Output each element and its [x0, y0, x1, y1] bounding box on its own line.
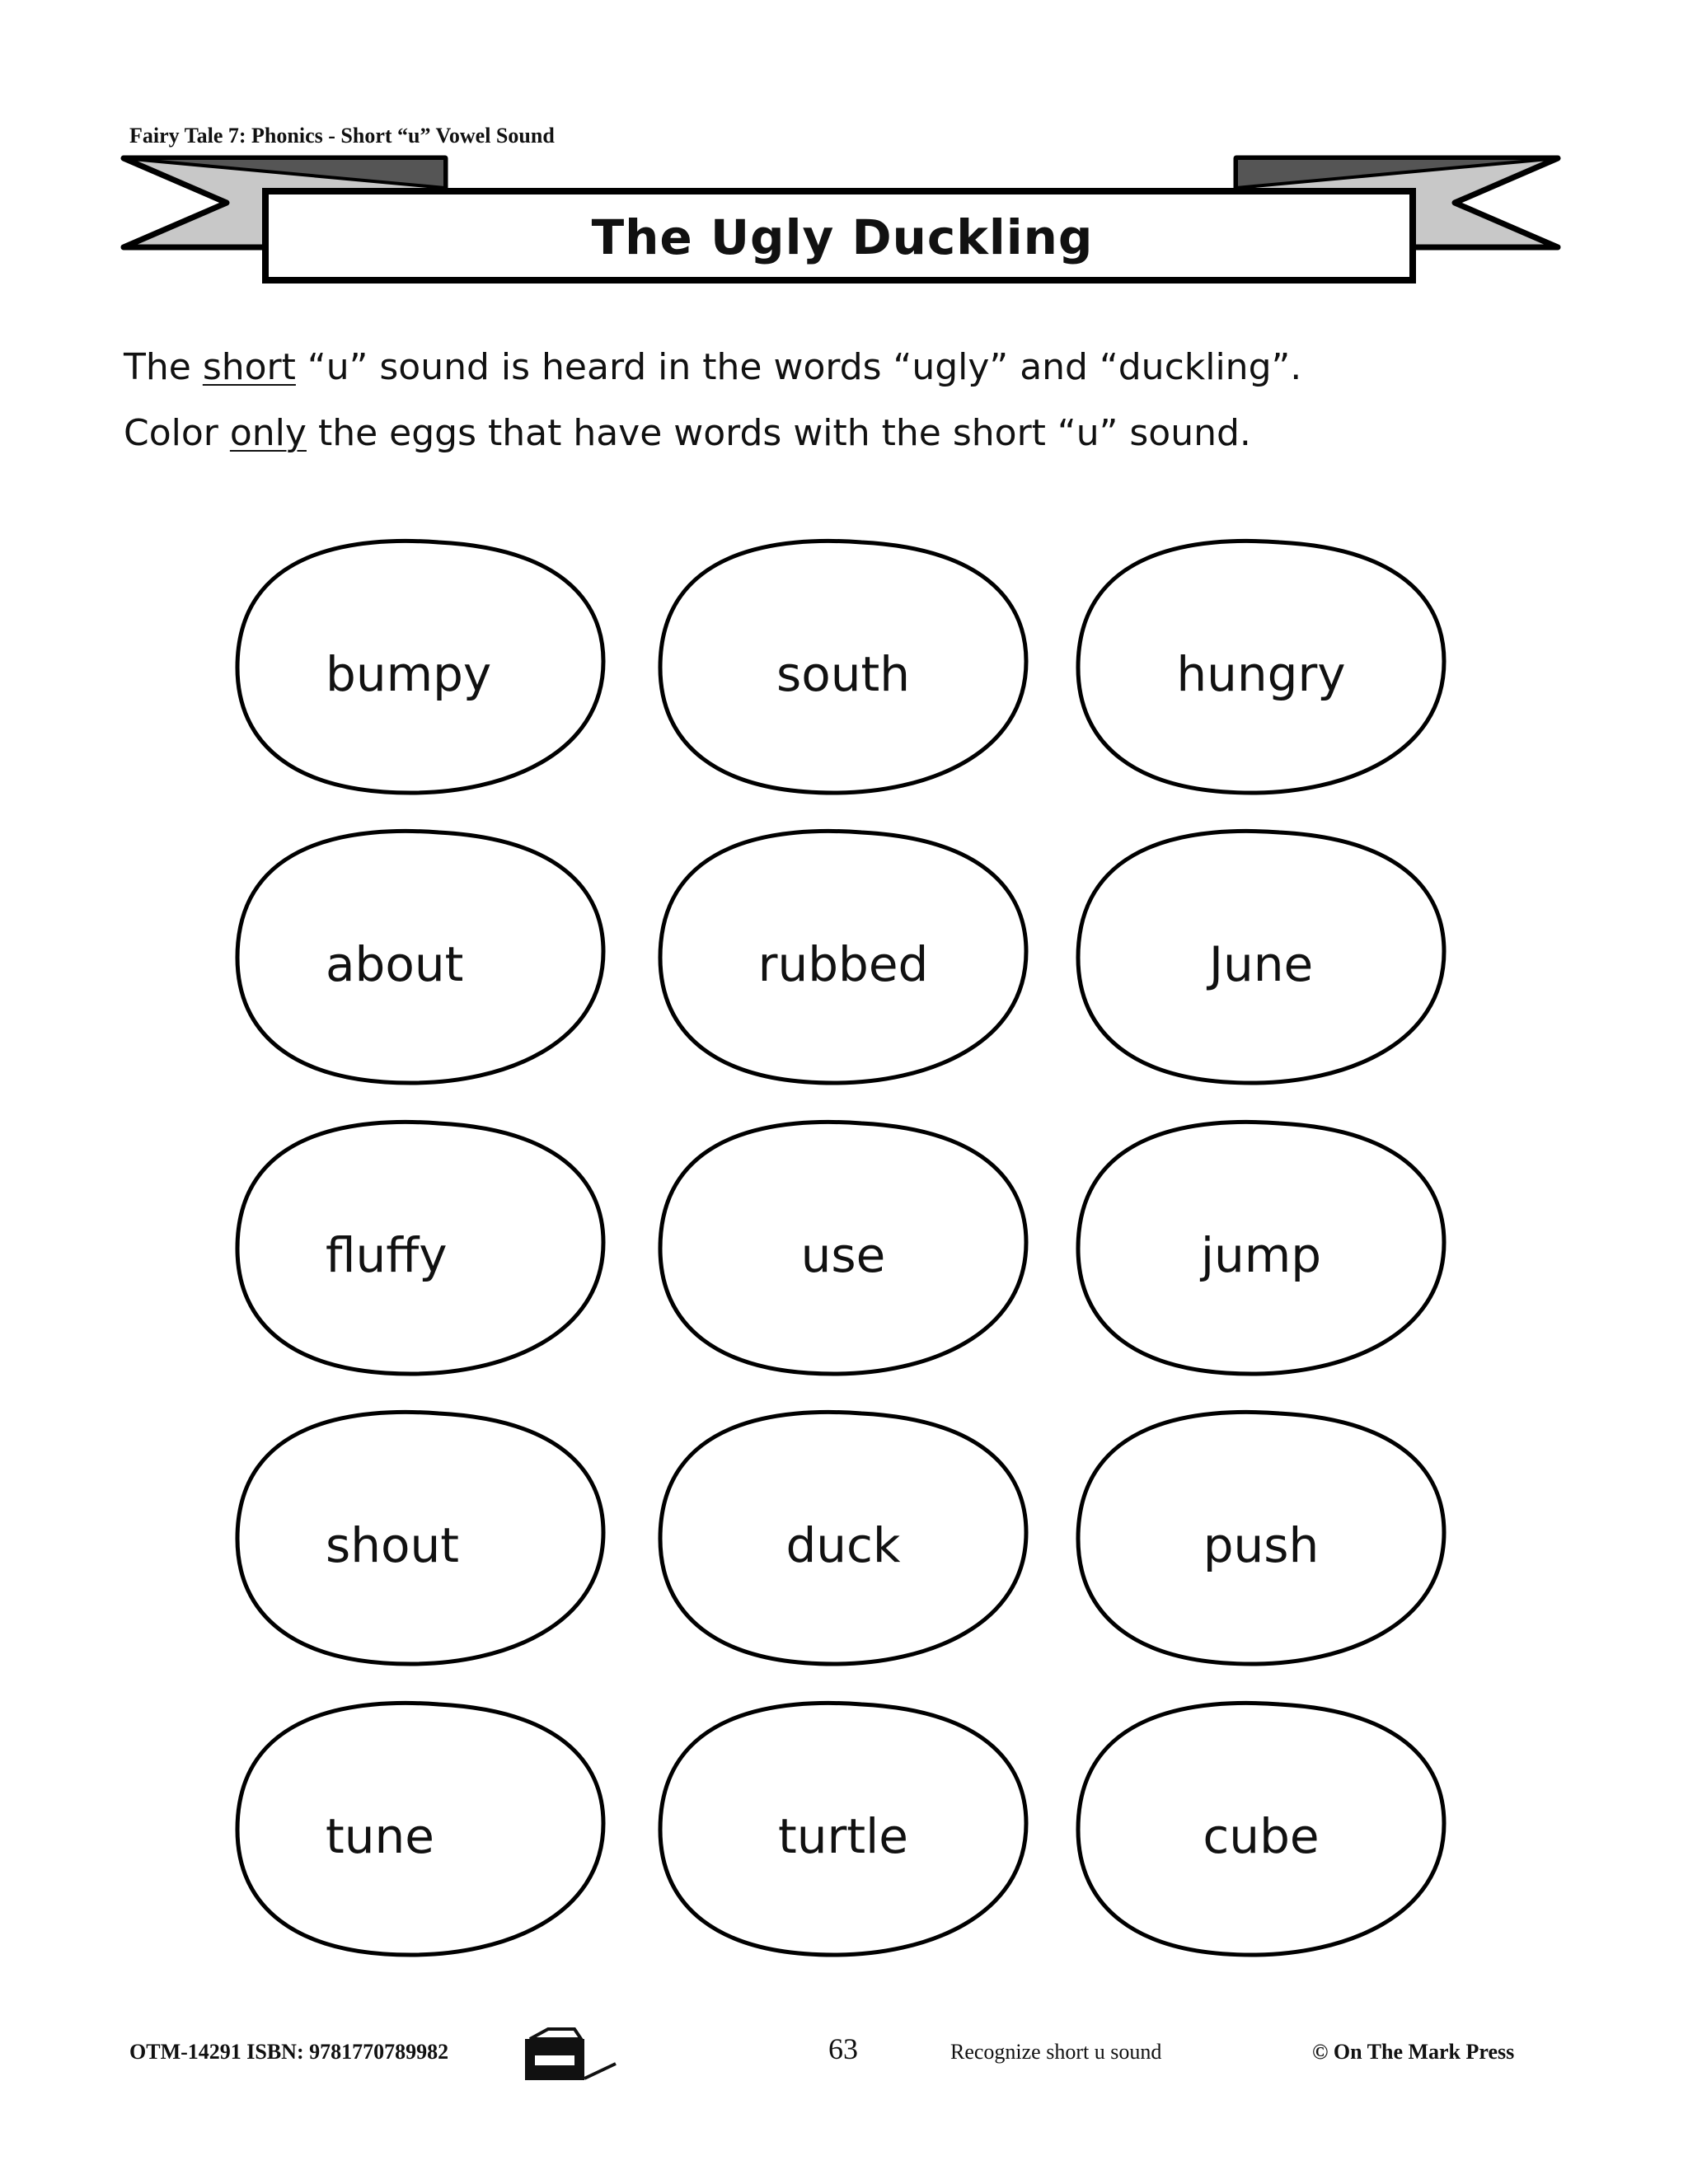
egg-word-tune: tune	[326, 1808, 434, 1864]
egg-word-about: about	[326, 936, 464, 992]
egg-word-hungry: hungry	[1176, 646, 1346, 702]
egg-word-jump: jump	[1200, 1227, 1322, 1283]
egg-word-duck: duck	[785, 1517, 901, 1573]
copier-icon	[523, 2027, 622, 2085]
underlined-short: short	[202, 346, 296, 388]
instruction-line-2: Color only the eggs that have words with the short “u” sound.	[124, 412, 1251, 454]
egg-word-south: south	[776, 646, 910, 702]
egg-word-bumpy: bumpy	[326, 646, 492, 702]
egg-word-june: June	[1208, 936, 1314, 992]
footer-skill: Recognize short u sound	[950, 2040, 1162, 2064]
egg-word-shout: shout	[326, 1517, 459, 1573]
egg-word-fluffy: fluffy	[326, 1227, 448, 1283]
footer-publisher: © On The Mark Press	[1312, 2040, 1515, 2064]
footer-code: OTM-14291 ISBN: 9781770789982	[129, 2040, 449, 2064]
underlined-only: only	[229, 412, 307, 454]
egg-word-use: use	[800, 1227, 886, 1283]
egg-word-turtle: turtle	[778, 1808, 908, 1864]
egg-word-push: push	[1203, 1517, 1320, 1573]
instruction-line-1: The short “u” sound is heard in the words “ugly” and “duckling”.	[124, 346, 1302, 388]
page-title: The Ugly Duckling	[591, 209, 1094, 265]
egg-word-rubbed: rubbed	[757, 936, 929, 992]
egg-word-cube: cube	[1203, 1808, 1320, 1864]
header-label: Fairy Tale 7: Phonics - Short “u” Vowel Sound	[129, 124, 555, 148]
page-number: 63	[828, 2032, 858, 2065]
